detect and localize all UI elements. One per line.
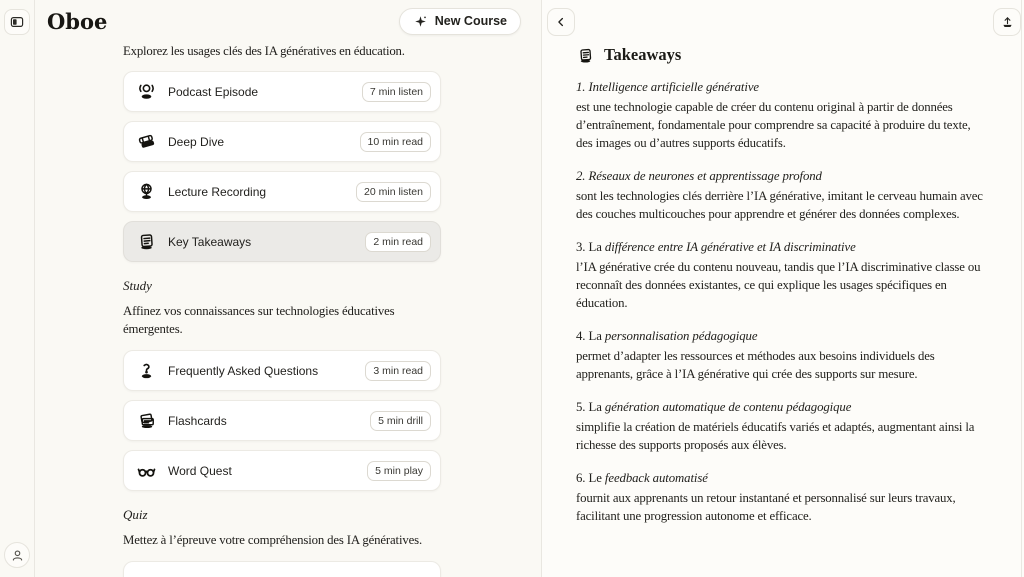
takeaway-heading: 5. La génération automatique de contenu pédagogique — [576, 400, 852, 414]
duration-badge: 20 min listen — [356, 182, 431, 202]
takeaways-article — [542, 0, 1024, 525]
card-podcast-episode[interactable] — [123, 71, 441, 112]
scrollbar-track[interactable] — [1021, 0, 1022, 577]
podcast-icon — [134, 81, 158, 102]
card-label: Flashcards — [168, 413, 227, 428]
duration-badge: 5 min play — [367, 461, 431, 481]
back-button[interactable] — [547, 8, 575, 36]
user-icon — [10, 548, 25, 563]
question-icon — [134, 360, 158, 381]
course-intro: Explorez les usages clés des IA génératives en éducation. — [123, 44, 405, 58]
card-word-quest[interactable] — [123, 450, 441, 491]
book-icon — [134, 131, 158, 152]
duration-badge: 3 min read — [365, 361, 431, 381]
left-rail — [0, 0, 35, 577]
duration-badge: 7 min listen — [362, 82, 431, 102]
takeaway-body: sont les technologies clés derrière l’IA générative, imitant le cerveau humain avec des couches multicouches pour apprendre et générer des données complexes. — [576, 189, 983, 221]
oboe-logo[interactable]: Oboe — [47, 8, 108, 34]
notepad-icon — [134, 231, 158, 252]
takeaway-heading: 3. La différence entre IA générative et IA discriminative — [576, 240, 856, 254]
takeaway-section — [576, 80, 990, 152]
quiz-section-label: Quiz — [123, 507, 148, 522]
course-outline — [123, 44, 441, 577]
new-course-label: New Course — [434, 14, 507, 28]
takeaway-section — [576, 240, 990, 312]
glasses-icon — [134, 460, 158, 481]
left-header — [35, 0, 541, 34]
card-faq[interactable] — [123, 350, 441, 391]
course-outline-panel — [35, 0, 541, 577]
takeaway-section — [576, 329, 990, 383]
card-label: Podcast Episode — [168, 84, 259, 99]
takeaway-heading: 1. Intelligence artificielle générative — [576, 80, 760, 94]
takeaway-body: fournit aux apprenants un retour instantané et personnalisé sur leurs travaux, facilitant une progression autonome et efficace. — [576, 491, 956, 523]
takeaway-body: est une technologie capable de créer du contenu original à partir de données d’entraînement, fondamentale pour comprendre sa capacité à produire du texte, des images ou d’autres supports éducatifs. — [576, 100, 971, 150]
sparkle-icon — [413, 14, 428, 29]
card-label: Frequently Asked Questions — [168, 363, 319, 378]
article-title-text: Takeaways — [604, 45, 682, 64]
article-title — [576, 45, 990, 65]
duration-badge: 2 min read — [365, 232, 431, 252]
card-label: Key Takeaways — [168, 234, 252, 249]
new-course-button[interactable] — [399, 8, 521, 35]
study-section-description: Affinez vos connaissances sur technologies éducatives émergentes. — [123, 304, 395, 336]
sidebar-toggle-icon — [9, 14, 25, 30]
takeaway-section — [576, 400, 990, 454]
notepad-icon — [576, 46, 595, 65]
quiz-section-description: Mettez à l’épreuve votre compréhension des IA génératives. — [123, 533, 423, 547]
card-label: Lecture Recording — [168, 184, 267, 199]
takeaway-section — [576, 471, 990, 525]
card-deep-dive[interactable] — [123, 121, 441, 162]
takeaway-body: permet d’adapter les ressources et méthodes aux besoins individuels des apprenants, grâce à l’IA générative qui crée des supports sur mesure. — [576, 349, 935, 381]
card-flashcards[interactable] — [123, 400, 441, 441]
takeaway-section — [576, 169, 990, 223]
card-label: Word Quest — [168, 463, 232, 478]
card-lecture-recording[interactable] — [123, 171, 441, 212]
card-label: Deep Dive — [168, 134, 225, 149]
duration-badge: 10 min read — [360, 132, 431, 152]
share-icon — [1000, 15, 1015, 30]
sidebar-toggle-button[interactable] — [4, 9, 30, 35]
takeaway-heading: 2. Réseaux de neurones et apprentissage profond — [576, 169, 822, 183]
duration-badge: 5 min drill — [370, 411, 431, 431]
takeaways-panel — [541, 0, 1024, 577]
flashcards-icon — [134, 410, 158, 431]
globe-icon — [134, 181, 158, 202]
card-key-takeaways[interactable] — [123, 221, 441, 262]
takeaway-heading: 6. Le feedback automatisé — [576, 471, 708, 485]
takeaway-heading: 4. La personnalisation pédagogique — [576, 329, 758, 343]
chevron-left-icon — [554, 15, 568, 29]
takeaway-body: l’IA générative crée du contenu nouveau, tandis que l’IA discriminative classe ou reconnaît des données existantes, ce qui explique les usages spécifiques en éducation. — [576, 260, 981, 310]
card-quiz-cutoff[interactable] — [123, 561, 441, 577]
takeaway-body: simplifie la création de matériels éducatifs variés et adaptés, augmentant ainsi la richesse des supports proposés aux élèves. — [576, 420, 975, 452]
study-section-label: Study — [123, 278, 152, 293]
share-button[interactable] — [993, 8, 1021, 36]
account-button[interactable] — [4, 542, 30, 568]
